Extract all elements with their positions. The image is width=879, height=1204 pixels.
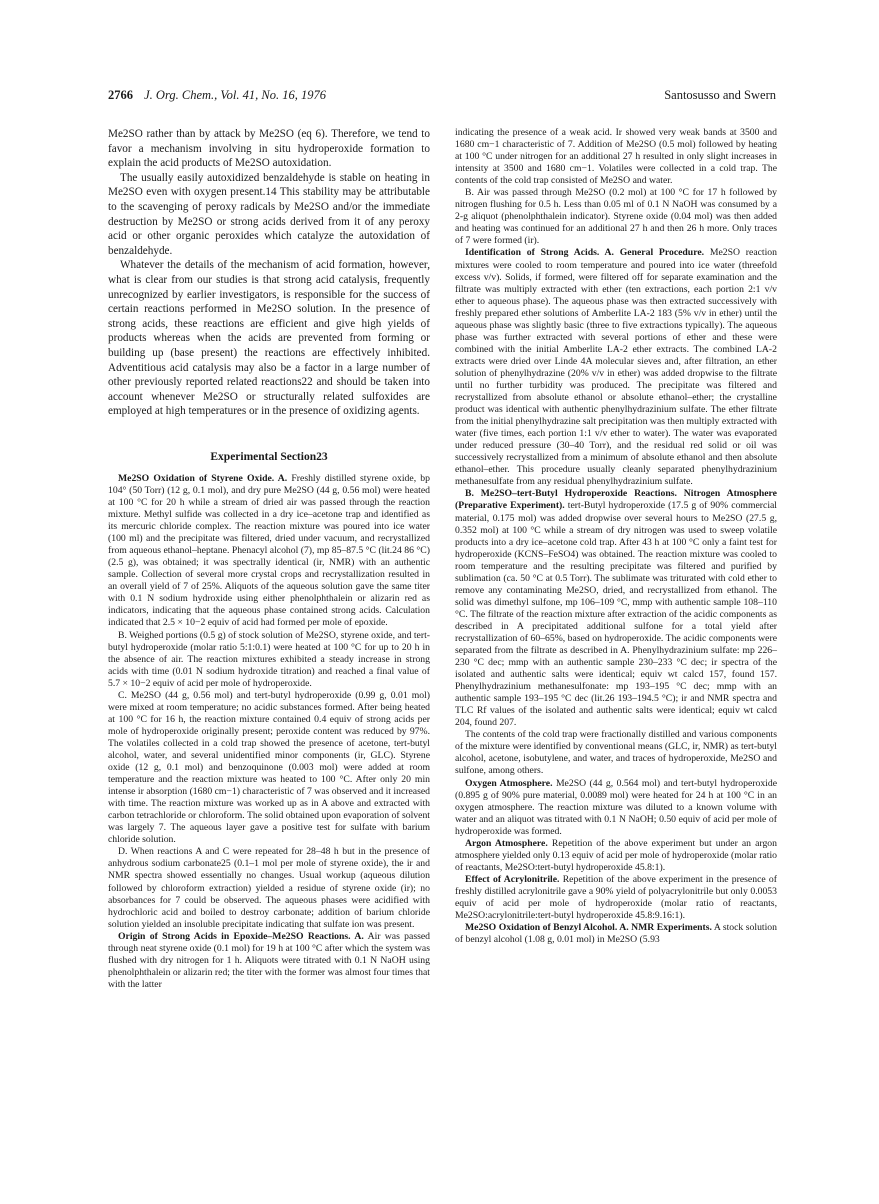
section-title: Experimental Section23	[210, 450, 328, 463]
experimental-paragraph	[108, 690, 430, 847]
run-in-heading: Me2SO Oxidation of Styrene Oxide. A.	[118, 472, 288, 484]
run-in-heading: Effect of Acrylonitrile.	[465, 873, 560, 885]
right-column	[455, 127, 777, 946]
experimental-paragraph	[455, 247, 777, 488]
body-paragraph: Whatever the details of the mechanism of acid formation, however, what is clear from our studies is that strong acid catalysis, frequently unrecognized by earlier investigators, is responsible for the success of certain reactions performed in Me2SO solution. In the presence of strong acids, these reactions are efficient and give high yields of products whereas when the acids are prevented from forming or building up (base present) the reactions are effectively inhibited. Adventitious acid catalysis may also be a factor in a large number of other previously reported related reactions22 and should be taken into account whenever Me2SO or structurally related sulfoxides are employed at high temperatures or in the presence of oxidizing agents.	[108, 259, 430, 418]
paragraph-text: D. When reactions A and C were repeated for 28–48 h but in the presence of anhydrous sodium carbonate25 (0.1–1 mol per mole of styrene oxide), the ir and NMR spectra showed essentially no changes. Usual workup (aqueous dilution followed by chloroform extraction) yielded a residue of styrene oxide (ir); no absorbances for 7 could be observed. The aqueous phases were acidified with hydrochloric acid and boiled to destroy carbonate; addition of barium chloride solution yielded an insoluble precipitate indicating that sulfate ion was present.	[108, 846, 430, 930]
left-column	[108, 127, 430, 991]
run-in-heading: Argon Atmosphere.	[465, 837, 548, 849]
body-paragraph: Me2SO rather than by attack by Me2SO (eq 6). Therefore, we tend to favor a mechanism involving in situ hydroperoxide formation to explain the acid products of Me2SO autoxidation.	[108, 128, 430, 170]
paragraph-text: indicating the presence of a weak acid. Ir showed very weak bands at 3500 and 1680 cm−1 characteristic of 7. Addition of Me2SO (0.5 mol) followed by heating at 100 °C under nitrogen for an additional 27 h resulted in only slight increases in intensity at 3500 and 1680 cm−1. Volatiles were collected in a cold trap. The contents of the cold trap consisted of Me2SO and water.	[455, 127, 777, 187]
paragraph-text: Freshly distilled styrene oxide, bp 104° (50 Torr) (12 g, 0.1 mol), and dry pure Me2SO (44 g, 0.56 mol) were heated at 100 °C for 20 h while a stream of dried air was passed through the reaction mixture. Methyl sulfide was collected in a dry ice–acetone trap and identified as its mercuric chloride complex. The reaction mixture was poured into ice water (100 ml) and the precipitate was filtered, dried under vacuum, and recrystallized from aqueous ethanol–heptane. Phenacyl alcohol (7), mp 85–87.5 °C (lit.24 86 °C) (2.5 g), was obtained; it was spectrally identical (ir, NMR) with an authentic sample. Collection of several more crystal crops and recrystallization resulted in an overall yield of 7 of 25%. Aliquots of the aqueous solution gave the same titer with 0.1 N sodium hydroxide using either phenolphthalein or alizarin red as indicators, indicating that the aqueous phase contained strong acids. Calculation indicated that 2.5 × 10−2 equiv of acid had formed per mole of epoxide.	[108, 472, 430, 629]
run-in-heading: Me2SO Oxidation of Benzyl Alcohol. A. NMR Experiments.	[465, 922, 712, 934]
run-in-heading: B. Me2SO–tert-Butyl Hydroperoxide Reactions. Nitrogen Atmosphere (Preparative Experiment).	[455, 488, 777, 512]
experimental-paragraph	[455, 874, 777, 922]
experimental-paragraph	[455, 922, 777, 946]
paragraph-text: B. Weighed portions (0.5 g) of stock solution of Me2SO, styrene oxide, and tert-butyl hydroperoxide (molar ratio 5:1:0.1) were heated at 100 °C for up to 20 h in the absence of air. The reaction mixtures exhibited a steady increase in strong acids with time (0.01 N sodium hydroxide titration) and reached a final value of 5.7 × 10−2 equiv of acid per mole of hydroperoxide.	[108, 629, 430, 689]
paragraph-text: A stock solution of benzyl alcohol (1.08 g, 0.01 mol) in Me2SO (5.93	[455, 922, 777, 946]
experimental-paragraph	[455, 187, 777, 247]
paragraph-text: tert-Butyl hydroperoxide (17.5 g of 90% commercial material, 0.175 mol) was added dropwise over several hours to Me2SO (27.5 g, 0.352 mol) at 100 °C while a stream of dry nitrogen was used to sweep volatile products into a dry ice–acetone cold trap. After 43 h at 100 °C only a faint test for hydroperoxide (KCNS–FeSO4) was obtained. The reaction mixture was cooled to room temperature and the resulting precipitate was filtered and purified by sublimation (ca. 50 °C at 0.5 Torr). The sublimate was triturated with cold ether to remove any contaminating Me2SO, dried, and recrystallized from ethanol. The solid was dimethyl sulfone, mp 106–109 °C, mmp with authentic sample 108–110 °C. The filtrate of the reaction mixture after extraction of the acidic components as described in A precipitated additional sulfone for a total yield after recrystallization of 60–65%, based on hydroperoxide. The acidic components were separated from the filtrate as described in A. Phenylhydrazinium sulfate: mp 226–230 °C dec; mmp with an authentic sample 230–233 °C dec; ir spectra of the isolated and authentic salts were identical; equiv wt calcd 157, found 157. Phenylhydrazinium methanesulfonate: mp 193–195 °C dec; mmp with an authentic sample 193–195 °C dec (lit.26 193–194.5 °C); ir and NMR spectra and TLC Rf values of the isolated and authentic salts were identical; equiv wt calcd 204, found 207.	[455, 500, 777, 729]
paragraph-text: The contents of the cold trap were fractionally distilled and various components of the mixture were identified by conventional means (GLC, ir, NMR) as tert-butyl alcohol, acetone, isobutylene, and water, and traces of hydroperoxide, Me2SO and sulfone, among others.	[455, 729, 777, 777]
experimental-paragraph	[455, 488, 777, 729]
paragraph-text: Repetition of the above experiment but under an argon atmosphere yielded only 0.13 equiv of acid per mole of hydroperoxide (molar ratio of reactants, Me2SO:tert-butyl hydroperoxide 45.8:1).	[455, 837, 778, 873]
running-header	[108, 88, 776, 108]
run-in-heading: Oxygen Atmosphere.	[465, 777, 553, 789]
experimental-paragraph	[108, 473, 430, 630]
experimental-paragraph	[455, 729, 777, 777]
experimental-paragraph	[455, 127, 777, 187]
page-number: 2766	[108, 88, 133, 102]
paragraph-text: Air was passed through neat styrene oxide (0.1 mol) for 19 h at 100 °C after which the system was flushed with dry nitrogen for 1 h. Aliquots were titrated with 0.1 N NaOH using phenolphthalein or alizarin red; the titer with the former was almost four times that with the latter	[108, 930, 431, 990]
journal-citation	[108, 88, 326, 103]
paragraph-text: Repetition of the above experiment in the presence of freshly distilled acrylonitrile gave a 90% yield of polyacrylonitrile but only 0.0053 equiv of acid per mole of hydroperoxide (molar ratio of reactants, Me2SO:acrylonitrile:tert-butyl hydroperoxide 45.8:9.16:1).	[455, 873, 777, 922]
experimental-paragraph	[455, 838, 777, 874]
run-in-heading: Identification of Strong Acids. A. General Procedure.	[465, 247, 705, 259]
paragraph-text: Me2SO reaction mixtures were cooled to room temperature and poured into ice water (threefold excess v/v). Solids, if formed, were filtered off for separate examination and the filtrate was multiply extracted with ether (ten extractions, each portion 2:1 v/v ether to aqueous phase). The aqueous phase was then extracted successively with freshly prepared ether solutions of Amberlite LA-2 183 (5% v/v in ether) until the aqueous phase was slightly basic (three to five extractions typically). The aqueous phase was further extracted with several portions of ether and these were combined with the initial Amberlite LA-2 ether extracts. The combined LA-2 extracts were dried over Linde 4A molecular sieves and, after filtration, an ether solution of phenylhydrazine (20% v/v in ether) was added dropwise to the filtrate until no further turbidity was produced. The precipitate was filtered and recrystallized from absolute ethanol or absolute ethanol–ether; the crystalline product was identical with authentic phenylhydrazinium sulfate. The ether filtrate from the initial phenylhydrazine salt precipitation was then multiply extracted with water (five times, each portion 1:1 v/v ether to water). The water was evaporated under reduced pressure (30–40 Torr), and the residual red solid or oil was successively recrystallized from a minimum of absolute ethanol and then absolute ethanol–ether. This procedure usually cleanly separated phenylhydrazinium methanesulfate from any residual phenylhydrazinium sulfate.	[455, 247, 777, 488]
experimental-paragraph	[108, 630, 430, 690]
paragraph-text: B. Air was passed through Me2SO (0.2 mol) at 100 °C for 17 h followed by nitrogen flushing for 0.5 h. Less than 0.05 ml of 0.1 N NaOH was consumed by a 2-g aliquot (phenolphthalein indicator). Styrene oxide (0.04 mol) was then added and heating was continued for an additional 27 h and then 26 h more. Only traces of 7 were formed (ir).	[455, 187, 777, 247]
experimental-paragraph	[108, 931, 430, 991]
paragraph-text: Me2SO (44 g, 0.564 mol) and tert-butyl hydroperoxide (0.895 g of 90% pure material, 0.0089 mol) were heated for 24 h at 100 °C in an oxygen atmosphere. The reaction mixture was diluted to a known volume with water and an aliquot was titrated with 0.1 N NaOH; 0.50 equiv of acid per mole of hydroperoxide was formed.	[455, 777, 777, 837]
body-paragraph: The usually easily autoxidized benzaldehyde is stable on heating in Me2SO even with oxygen present.14 This stability may be attributable to the scavenging of peroxy radicals by Me2SO and/or the immediate destruction by Me2SO or strong acids derived from it of any peroxy acid or other organic peroxides which catalyze the autoxidation of benzaldehyde.	[108, 171, 430, 257]
experimental-paragraph	[108, 846, 430, 930]
paragraph-text: C. Me2SO (44 g, 0.56 mol) and tert-butyl hydroperoxide (0.99 g, 0.01 mol) were mixed at room temperature; no acidic substances formed. After being heated at 100 °C for 16 h, the reaction mixture contained 0.4 equiv of strong acids per mole of hydroperoxide originally present; peroxide content was reduced by 97%. The volatiles collected in a cold trap showed the presence of acetone, tert-butyl alcohol, water, and several unidentified minor components (ir, GLC). Styrene oxide (12 g, 0.1 mol) and benzoquinone (0.003 mol) were added at room temperature and the reaction mixture was heated to 100 °C. After only 20 min intense ir absorption (1680 cm−1) characteristic of 7 was observed and it increased with time. The reaction mixture was worked up as in A above and extracted with carbon tetrachloride or chloroform. The solid obtained upon evaporation of solvent was largely 7. The aqueous layer gave a positive test for sulfate with barium chloride solution.	[108, 689, 430, 846]
run-in-heading: Origin of Strong Acids in Epoxide–Me2SO Reactions. A.	[118, 930, 364, 942]
journal-name: J. Org. Chem., Vol. 41, No. 16, 1976	[144, 88, 326, 102]
experimental-paragraph	[455, 778, 777, 838]
author-names: Santosusso and Swern	[664, 88, 776, 102]
